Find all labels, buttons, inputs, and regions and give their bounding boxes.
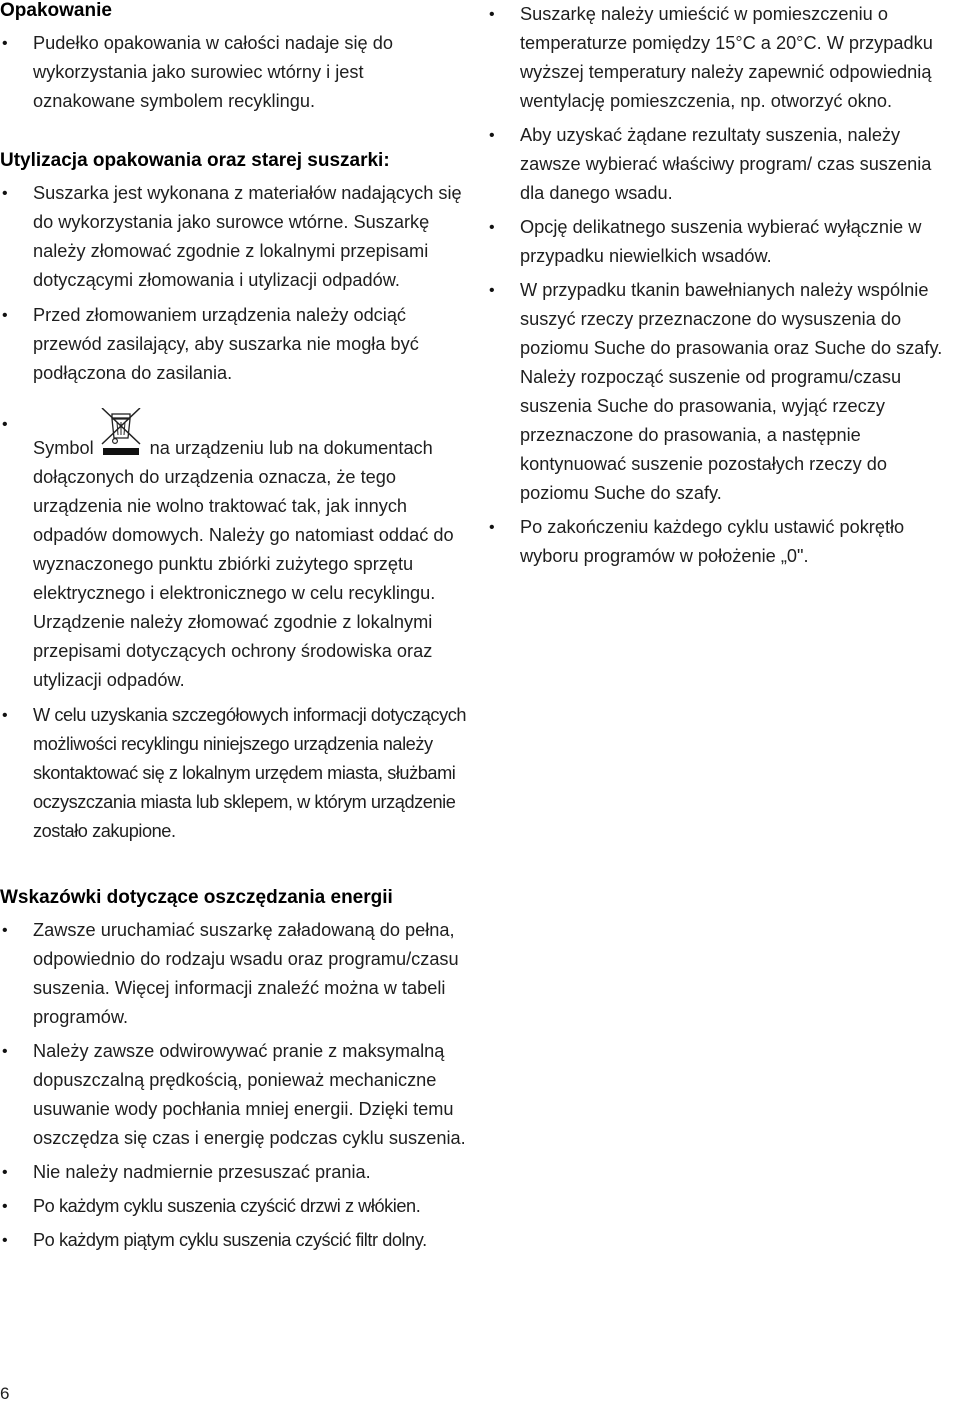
energy-list-continued	[487, 0, 960, 571]
list-item: • W przypadku tkanin bawełnianych należy wspólnie suszyć rzeczy przeznaczone do wysuszenia do poziomu Suche do prasowania oraz Suche do szafy. Należy rozpocząć suszenie od programu/czasu suszenia Suche do prasowania, wyjąć rzeczy przeznaczone do prasowania, a następnie kontynuować suszenie pozostałych rzeczy do poziomu Suche do szafy.	[487, 276, 960, 508]
page-number: 6	[0, 1384, 10, 1403]
crossed-out-wheelie-bin-icon	[98, 408, 144, 456]
disposal-info-list	[0, 701, 470, 846]
list-item: • Aby uzyskać żądane rezultaty suszenia, należy zawsze wybierać właściwy program/ czas suszenia dla danego wsadu.	[487, 121, 960, 208]
energy-list	[0, 916, 470, 1187]
energy-list-cleaning	[0, 1192, 470, 1255]
list-item: • Zawsze uruchamiać suszarkę załadowaną do pełna, odpowiednio do rodzaju wsadu oraz programu/czasu suszenia. Więcej informacji znaleźć można w tabeli programów.	[0, 916, 470, 1032]
list-item: • Suszarkę należy umieścić w pomieszczeniu o temperaturze pomiędzy 15°C a 20°C. W przypadku wyższej temperatury należy zapewnić odpowiednią wentylację pomieszczenia, np. otworzyć okno.	[487, 0, 960, 116]
packaging-list	[0, 29, 470, 116]
disposal-heading: Utylizacja opakowania oraz starej suszarki:	[0, 150, 390, 171]
energy-heading: Wskazówki dotyczące oszczędzania energii	[0, 887, 393, 908]
list-item: • Pudełko opakowania w całości nadaje się do wykorzystania jako surowiec wtórny i jest oznakowane symbolem recyklingu.	[0, 29, 470, 116]
list-item: • Po zakończeniu każdego cyklu ustawić pokrętło wyboru programów w położenie „0".	[487, 513, 960, 571]
list-item: • Opcję delikatnego suszenia wybierać wyłącznie w przypadku niewielkich wsadów.	[487, 213, 960, 271]
list-item: • Po każdym cyklu suszenia czyścić drzwi z włókien.	[0, 1192, 470, 1221]
list-item: • Należy zawsze odwirowywać pranie z maksymalną dopuszczalną prędkością, ponieważ mechaniczne usuwanie wody pochłania mniej energii. Dzięki temu oszczędza się czas i energię podczas cyklu suszenia.	[0, 1037, 470, 1153]
list-item: • Przed złomowaniem urządzenia należy odciąć przewód zasilający, aby suszarka nie mogła być podłączona do zasilania.	[0, 301, 470, 388]
list-item: • Nie należy nadmiernie przesuszać prania.	[0, 1158, 470, 1187]
symbol-description: na urządzeniu lub na dokumentach dołączonych do urządzenia oznacza, że tego urządzenia nie wolno traktować tak, jak innych odpadów domowych. Należy go natomiast oddać do wyznaczonego punktu zbiórki zużytego sprzętu elektrycznego i elektronicznego w celu recyklingu. Urządzenie należy złomować zgodnie z lokalnymi przepisami dotyczących ochrony środowiska oraz utylizacji odpadów.	[33, 438, 454, 690]
symbol-label: Symbol	[33, 438, 94, 458]
list-item-symbol	[0, 410, 470, 695]
disposal-list	[0, 179, 470, 695]
list-item: • Po każdym piątym cyklu suszenia czyścić filtr dolny.	[0, 1226, 470, 1255]
packaging-heading: Opakowanie	[0, 0, 112, 21]
list-item: • Suszarka jest wykonana z materiałów nadających się do wykorzystania jako surowce wtórne. Suszarkę należy złomować zgodnie z lokalnymi przepisami dotyczącymi złomowania i utylizacji odpadów.	[0, 179, 470, 295]
list-item: • W celu uzyskania szczegółowych informacji dotyczących możliwości recyklingu niniejszego urządzenia należy skontaktować się z lokalnym urzędem miasta, służbami oczyszczania miasta lub sklepem, w którym urządzenie zostało zakupione.	[0, 701, 470, 846]
left-column	[0, 0, 470, 1255]
right-column	[487, 0, 960, 571]
